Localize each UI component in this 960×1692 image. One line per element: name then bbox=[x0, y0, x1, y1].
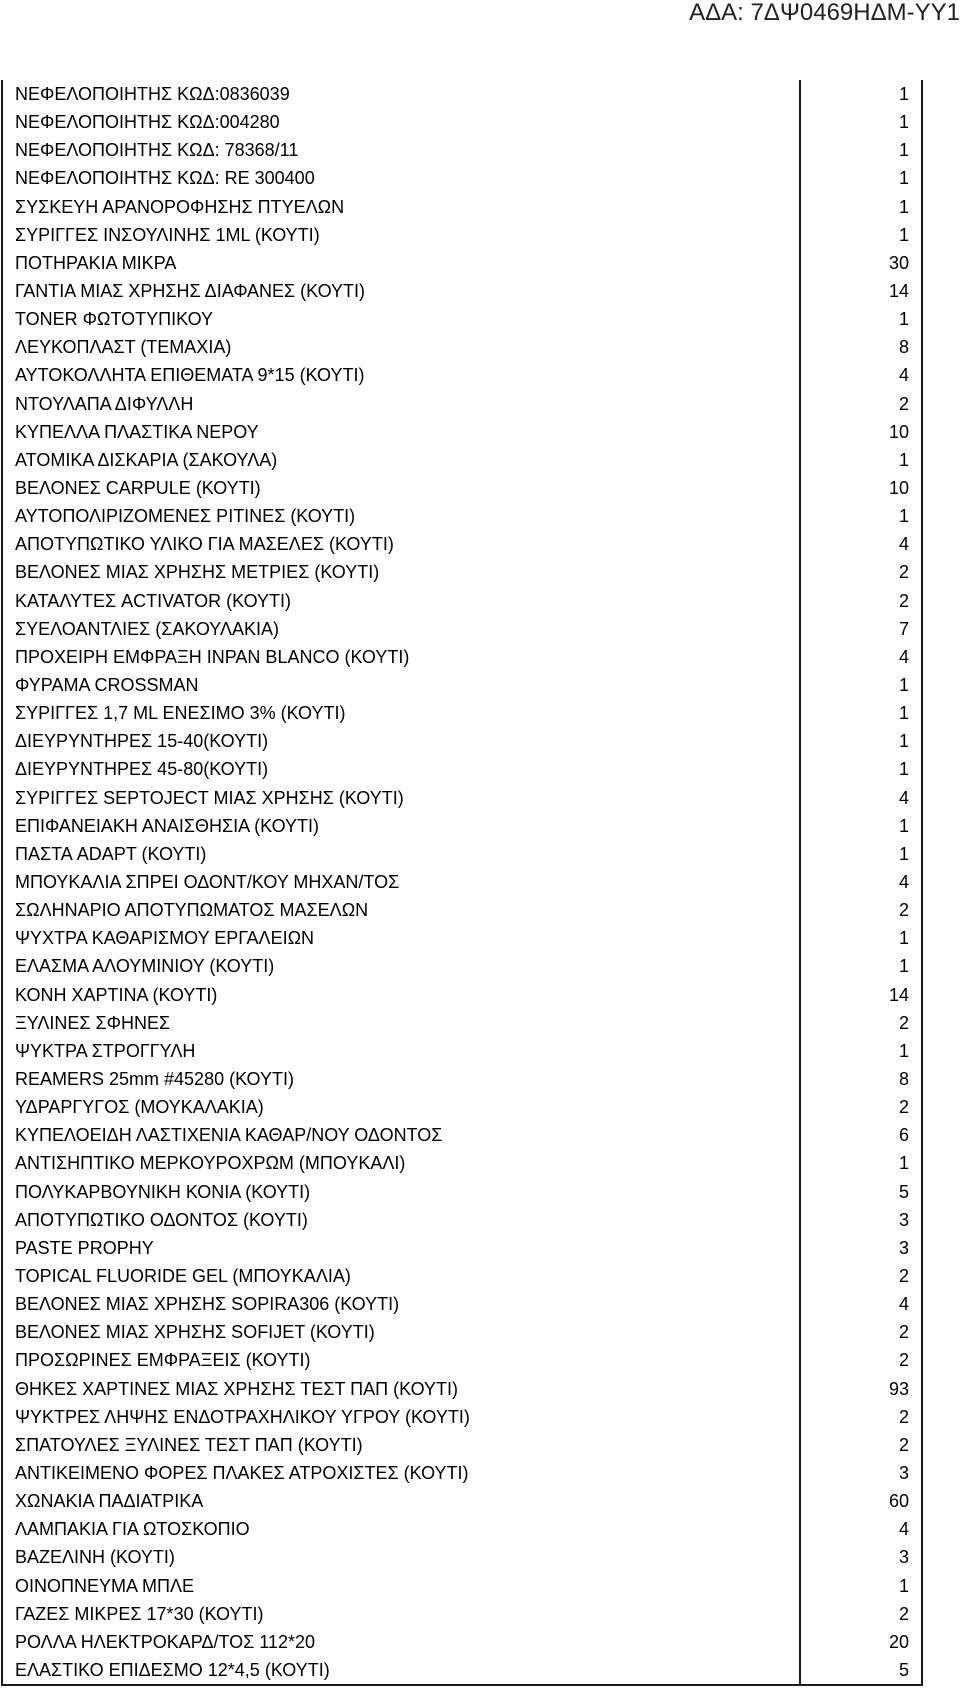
item-description: ΚΑΤΑΛΥΤΕΣ ACTIVATOR (ΚΟΥΤΙ) bbox=[2, 587, 800, 615]
item-quantity: 2 bbox=[800, 1600, 922, 1628]
item-description: ΠΡΟΣΩΡΙΝΕΣ ΕΜΦΡΑΞΕΙΣ (ΚΟΥΤΙ) bbox=[2, 1346, 800, 1374]
item-description: ΔΙΕΥΡΥΝΤΗΡΕΣ 15-40(ΚΟΥΤΙ) bbox=[2, 727, 800, 755]
item-description: ΑΠΟΤΥΠΩΤΙΚΟ ΥΛΙΚΟ ΓΙΑ ΜΑΣΕΛΕΣ (ΚΟΥΤΙ) bbox=[2, 530, 800, 558]
item-description: ΧΩΝΑΚΙΑ ΠΑΔΙΑΤΡΙΚΑ bbox=[2, 1487, 800, 1515]
table-row bbox=[2, 530, 922, 558]
table-row bbox=[2, 418, 922, 446]
item-quantity: 1 bbox=[800, 502, 922, 530]
item-description: ΡΟΛΛΑ ΗΛΕΚΤΡΟΚΑΡΔ/ΤΟΣ 112*20 bbox=[2, 1628, 800, 1656]
item-description: PASTE PROPHY bbox=[2, 1234, 800, 1262]
item-quantity: 2 bbox=[800, 1009, 922, 1037]
item-quantity: 1 bbox=[800, 164, 922, 192]
item-quantity: 2 bbox=[800, 558, 922, 586]
item-quantity: 60 bbox=[800, 1487, 922, 1515]
item-description: ΣΠΑΤΟΥΛΕΣ ΞΥΛΙΝΕΣ ΤΕΣΤ ΠΑΠ (ΚΟΥΤΙ) bbox=[2, 1431, 800, 1459]
item-quantity: 4 bbox=[800, 868, 922, 896]
item-quantity: 8 bbox=[800, 333, 922, 361]
table-row bbox=[2, 1346, 922, 1374]
table-row bbox=[2, 277, 922, 305]
item-description: ΜΠΟΥΚΑΛΙΑ ΣΠΡΕΙ ΟΔΟΝΤ/ΚΟΥ ΜΗΧΑΝ/ΤΟΣ bbox=[2, 868, 800, 896]
item-description: ΣΥΡΙΓΓΕΣ ΙΝΣΟΥΛΙΝΗΣ 1ML (ΚΟΥΤΙ) bbox=[2, 221, 800, 249]
item-quantity: 2 bbox=[800, 1262, 922, 1290]
item-description: ΑΝΤΙΣΗΠΤΙΚΟ ΜΕΡΚΟΥΡΟΧΡΩΜ (ΜΠΟΥΚΑΛΙ) bbox=[2, 1149, 800, 1177]
table-row bbox=[2, 1149, 922, 1177]
item-description: ΣΩΛΗΝΑΡΙΟ ΑΠΟΤΥΠΩΜΑΤΟΣ ΜΑΣΕΛΩΝ bbox=[2, 896, 800, 924]
item-description: ΨΥΧΤΡΑ ΚΑΘΑΡΙΣΜΟΥ ΕΡΓΑΛΕΙΩΝ bbox=[2, 924, 800, 952]
item-quantity: 2 bbox=[800, 1403, 922, 1431]
table-row bbox=[2, 1600, 922, 1628]
table-row bbox=[2, 1543, 922, 1571]
table-row bbox=[2, 390, 922, 418]
item-quantity: 20 bbox=[800, 1628, 922, 1656]
item-description: ΝΕΦΕΛΟΠΟΙΗΤΗΣ ΚΩΔ: 78368/11 bbox=[2, 136, 800, 164]
item-description: ΚΥΠΕΛΟΕΙΔΗ ΛΑΣΤΙΧΕΝΙΑ ΚΑΘΑΡ/ΝΟΥ ΟΔΟΝΤΟΣ bbox=[2, 1121, 800, 1149]
item-quantity: 4 bbox=[800, 784, 922, 812]
item-quantity: 6 bbox=[800, 1121, 922, 1149]
item-quantity: 10 bbox=[800, 418, 922, 446]
item-quantity: 1 bbox=[800, 108, 922, 136]
table-row bbox=[2, 699, 922, 727]
item-description: ΣΥΡΙΓΓΕΣ 1,7 ML ΕΝΕΣΙΜΟ 3% (ΚΟΥΤΙ) bbox=[2, 699, 800, 727]
item-quantity: 2 bbox=[800, 1346, 922, 1374]
table-row bbox=[2, 164, 922, 192]
item-description: ΑΥΤΟΠΟΛΙΡΙΖΟΜΕΝΕΣ ΡΙΤΙΝΕΣ (ΚΟΥΤΙ) bbox=[2, 502, 800, 530]
item-quantity: 2 bbox=[800, 1093, 922, 1121]
table-row bbox=[2, 221, 922, 249]
item-description: ΒΑΖΕΛΙΝΗ (ΚΟΥΤΙ) bbox=[2, 1543, 800, 1571]
table-row bbox=[2, 952, 922, 980]
item-quantity: 3 bbox=[800, 1206, 922, 1234]
table-row bbox=[2, 1093, 922, 1121]
table-row bbox=[2, 981, 922, 1009]
item-description: ΠΟΛΥΚΑΡΒΟΥΝΙΚΗ ΚΟΝΙΑ (ΚΟΥΤΙ) bbox=[2, 1177, 800, 1205]
item-description: ΘΗΚΕΣ ΧΑΡΤΙΝΕΣ ΜΙΑΣ ΧΡΗΣΗΣ ΤΕΣΤ ΠΑΠ (ΚΟΥΤΙ) bbox=[2, 1374, 800, 1402]
item-quantity: 10 bbox=[800, 474, 922, 502]
table-row bbox=[2, 1459, 922, 1487]
item-description: ΑΤΟΜΙΚΑ ΔΙΣΚΑΡΙΑ (ΣΑΚΟΥΛΑ) bbox=[2, 446, 800, 474]
item-quantity: 5 bbox=[800, 1177, 922, 1205]
ada-document-code: ΑΔΑ: 7ΔΨ0469ΗΔΜ-ΥΥ1 bbox=[689, 0, 960, 26]
table-row bbox=[2, 193, 922, 221]
item-quantity: 30 bbox=[800, 249, 922, 277]
table-row bbox=[2, 333, 922, 361]
item-quantity: 2 bbox=[800, 1431, 922, 1459]
item-description: REAMERS 25mm #45280 (ΚΟΥΤΙ) bbox=[2, 1065, 800, 1093]
item-quantity: 4 bbox=[800, 643, 922, 671]
item-description: ΑΥΤΟΚΟΛΛΗΤΑ ΕΠΙΘΕΜΑΤΑ 9*15 (ΚΟΥΤΙ) bbox=[2, 361, 800, 389]
item-quantity: 1 bbox=[800, 671, 922, 699]
item-description: ΠΟΤΗΡΑΚΙΑ ΜΙΚΡΑ bbox=[2, 249, 800, 277]
item-quantity: 1 bbox=[800, 305, 922, 333]
item-description: ΒΕΛΟΝΕΣ ΜΙΑΣ ΧΡΗΣΗΣ SOPIRA306 (ΚΟΥΤΙ) bbox=[2, 1290, 800, 1318]
item-quantity: 2 bbox=[800, 1318, 922, 1346]
item-quantity: 3 bbox=[800, 1234, 922, 1262]
item-description: ΚΥΠΕΛΛΑ ΠΛΑΣΤΙΚΑ ΝΕΡΟΥ bbox=[2, 418, 800, 446]
table-row bbox=[2, 474, 922, 502]
table-row bbox=[2, 361, 922, 389]
item-description: ΛΑΜΠΑΚΙΑ ΓΙΑ ΩΤΟΣΚΟΠΙΟ bbox=[2, 1515, 800, 1543]
item-description: ΣΥΕΛΟΑΝΤΛΙΕΣ (ΣΑΚΟΥΛΑΚΙΑ) bbox=[2, 615, 800, 643]
item-description: ΚΟΝΗ ΧΑΡΤΙΝΑ (ΚΟΥΤΙ) bbox=[2, 981, 800, 1009]
item-quantity: 1 bbox=[800, 1149, 922, 1177]
item-quantity: 7 bbox=[800, 615, 922, 643]
item-description: ΛΕΥΚΟΠΛΑΣΤ (ΤΕΜΑΧΙΑ) bbox=[2, 333, 800, 361]
table-row bbox=[2, 1262, 922, 1290]
item-description: ΕΠΙΦΑΝΕΙΑΚΗ ΑΝΑΙΣΘΗΣΙΑ (ΚΟΥΤΙ) bbox=[2, 812, 800, 840]
table-row bbox=[2, 643, 922, 671]
item-quantity: 4 bbox=[800, 1290, 922, 1318]
item-description: ΓΑΝΤΙΑ ΜΙΑΣ ΧΡΗΣΗΣ ΔΙΑΦΑΝΕΣ (ΚΟΥΤΙ) bbox=[2, 277, 800, 305]
table-row bbox=[2, 249, 922, 277]
item-description: ΓΑΖΕΣ ΜΙΚΡΕΣ 17*30 (ΚΟΥΤΙ) bbox=[2, 1600, 800, 1628]
item-quantity: 14 bbox=[800, 277, 922, 305]
item-description: ΣΥΣΚΕΥΗ ΑΡΑΝΟΡΟΦΗΣΗΣ ΠΤΥΕΛΩΝ bbox=[2, 193, 800, 221]
table-row bbox=[2, 1318, 922, 1346]
item-quantity: 1 bbox=[800, 952, 922, 980]
table-row bbox=[2, 755, 922, 783]
table-row bbox=[2, 305, 922, 333]
table-row bbox=[2, 502, 922, 530]
table-row bbox=[2, 1065, 922, 1093]
item-quantity: 2 bbox=[800, 390, 922, 418]
item-quantity: 1 bbox=[800, 193, 922, 221]
item-quantity: 1 bbox=[800, 136, 922, 164]
item-description: ΞΥΛΙΝΕΣ ΣΦΗΝΕΣ bbox=[2, 1009, 800, 1037]
table-row bbox=[2, 1431, 922, 1459]
table-row bbox=[2, 1515, 922, 1543]
item-quantity: 5 bbox=[800, 1656, 922, 1685]
item-quantity: 93 bbox=[800, 1374, 922, 1402]
item-quantity: 1 bbox=[800, 446, 922, 474]
item-quantity: 1 bbox=[800, 727, 922, 755]
table-row bbox=[2, 1656, 922, 1685]
table-row bbox=[2, 727, 922, 755]
item-description: ΝΕΦΕΛΟΠΟΙΗΤΗΣ ΚΩΔ:0836039 bbox=[2, 80, 800, 108]
item-description: ΝΕΦΕΛΟΠΟΙΗΤΗΣ ΚΩΔ:004280 bbox=[2, 108, 800, 136]
table-row bbox=[2, 1037, 922, 1065]
item-quantity: 4 bbox=[800, 361, 922, 389]
table-row bbox=[2, 136, 922, 164]
item-description: ΑΝΤΙΚΕΙΜΕΝΟ ΦΟΡΕΣ ΠΛΑΚΕΣ ΑΤΡΟΧΙΣΤΕΣ (ΚΟΥΤΙ) bbox=[2, 1459, 800, 1487]
table-row bbox=[2, 812, 922, 840]
item-description: ΠΑΣΤΑ ADAPT (ΚΟΥΤΙ) bbox=[2, 840, 800, 868]
item-description: ΕΛΑΣΤΙΚΟ ΕΠΙΔΕΣΜΟ 12*4,5 (ΚΟΥΤΙ) bbox=[2, 1656, 800, 1685]
table-row bbox=[2, 558, 922, 586]
item-quantity: 8 bbox=[800, 1065, 922, 1093]
table-row bbox=[2, 1234, 922, 1262]
table-row bbox=[2, 587, 922, 615]
item-description: ΒΕΛΟΝΕΣ CARPULE (ΚΟΥΤΙ) bbox=[2, 474, 800, 502]
item-description: ΨΥΚΤΡΑ ΣΤΡΟΓΓΥΛΗ bbox=[2, 1037, 800, 1065]
item-description: TOPICAL FLUORIDE GEL (ΜΠΟΥΚΑΛΙΑ) bbox=[2, 1262, 800, 1290]
item-quantity: 4 bbox=[800, 1515, 922, 1543]
item-description: ΥΔΡΑΡΓΥΓΟΣ (ΜΟΥΚΑΛΑΚΙΑ) bbox=[2, 1093, 800, 1121]
table-row bbox=[2, 1487, 922, 1515]
table-row bbox=[2, 1290, 922, 1318]
item-description: ΒΕΛΟΝΕΣ ΜΙΑΣ ΧΡΗΣΗΣ SOFIJET (ΚΟΥΤΙ) bbox=[2, 1318, 800, 1346]
table-row bbox=[2, 1009, 922, 1037]
table-row bbox=[2, 1177, 922, 1205]
table-row bbox=[2, 1628, 922, 1656]
table-row bbox=[2, 671, 922, 699]
table-row bbox=[2, 896, 922, 924]
item-quantity: 14 bbox=[800, 981, 922, 1009]
item-description: ΕΛΑΣΜΑ ΑΛΟΥΜΙΝΙΟΥ (ΚΟΥΤΙ) bbox=[2, 952, 800, 980]
table-row bbox=[2, 1403, 922, 1431]
item-description: ΝΕΦΕΛΟΠΟΙΗΤΗΣ ΚΩΔ: RE 300400 bbox=[2, 164, 800, 192]
item-quantity: 2 bbox=[800, 587, 922, 615]
item-description: ΠΡΟΧΕΙΡΗ ΕΜΦΡΑΞΗ INPAN BLANCO (ΚΟΥΤΙ) bbox=[2, 643, 800, 671]
item-description: ΒΕΛΟΝΕΣ ΜΙΑΣ ΧΡΗΣΗΣ ΜΕΤΡΙΕΣ (ΚΟΥΤΙ) bbox=[2, 558, 800, 586]
item-description: ΝΤΟΥΛΑΠΑ ΔΙΦΥΛΛΗ bbox=[2, 390, 800, 418]
item-quantity: 1 bbox=[800, 221, 922, 249]
table-row bbox=[2, 1571, 922, 1599]
table-row bbox=[2, 446, 922, 474]
table-row bbox=[2, 924, 922, 952]
item-quantity: 1 bbox=[800, 699, 922, 727]
item-quantity: 3 bbox=[800, 1543, 922, 1571]
items-table bbox=[1, 80, 923, 1686]
item-quantity: 1 bbox=[800, 924, 922, 952]
items-table-body bbox=[2, 80, 922, 1685]
item-description: ΔΙΕΥΡΥΝΤΗΡΕΣ 45-80(ΚΟΥΤΙ) bbox=[2, 755, 800, 783]
item-description: ΨΥΚΤΡΕΣ ΛΗΨΗΣ ΕΝΔΟΤΡΑΧΗΛΙΚΟΥ ΥΓΡΟΥ (ΚΟΥΤΙ) bbox=[2, 1403, 800, 1431]
item-quantity: 4 bbox=[800, 530, 922, 558]
table-row bbox=[2, 784, 922, 812]
item-description: TONER ΦΩΤΟΤΥΠΙΚΟΥ bbox=[2, 305, 800, 333]
table-row bbox=[2, 1206, 922, 1234]
item-quantity: 2 bbox=[800, 896, 922, 924]
item-description: ΑΠΟΤΥΠΩΤΙΚΟ ΟΔΟΝΤΟΣ (ΚΟΥΤΙ) bbox=[2, 1206, 800, 1234]
item-quantity: 1 bbox=[800, 812, 922, 840]
item-quantity: 1 bbox=[800, 840, 922, 868]
item-quantity: 3 bbox=[800, 1459, 922, 1487]
table-row bbox=[2, 615, 922, 643]
table-row bbox=[2, 840, 922, 868]
item-description: ΦΥΡΑΜΑ CROSSMAN bbox=[2, 671, 800, 699]
item-quantity: 1 bbox=[800, 80, 922, 108]
table-row bbox=[2, 80, 922, 108]
table-row bbox=[2, 868, 922, 896]
item-quantity: 1 bbox=[800, 1571, 922, 1599]
item-description: ΣΥΡΙΓΓΕΣ SEPTOJECT ΜΙΑΣ ΧΡΗΣΗΣ (ΚΟΥΤΙ) bbox=[2, 784, 800, 812]
table-row bbox=[2, 1121, 922, 1149]
item-quantity: 1 bbox=[800, 755, 922, 783]
table-row bbox=[2, 1374, 922, 1402]
item-quantity: 1 bbox=[800, 1037, 922, 1065]
item-description: ΟΙΝΟΠΝΕΥΜΑ ΜΠΛΕ bbox=[2, 1571, 800, 1599]
table-row bbox=[2, 108, 922, 136]
